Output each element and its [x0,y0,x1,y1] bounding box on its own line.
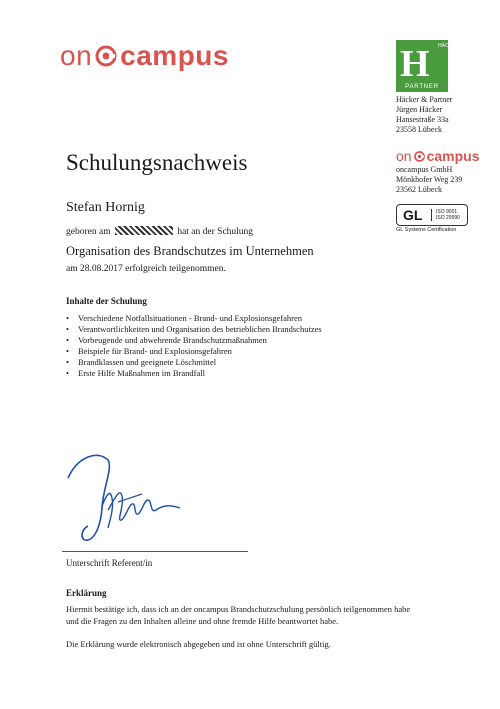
partner-address [396,95,452,135]
list-item: • Brandklassen und geeignete Löschmittel [66,357,396,368]
list-item: • Verschiedene Notfallsituationen - Brand- und Explosionsgefahren [66,313,396,324]
badge-letter: H [400,43,430,85]
company-address-line: 23562 Lübeck [396,185,442,194]
iso-29990: ISO 29990 [436,215,460,221]
contents-list [66,313,396,379]
gl-caption: GL Systems Certification [396,227,457,233]
logo-small-text-campus: campus [426,148,480,164]
oncampus-logo [60,40,229,72]
oncampus-c-icon-small [414,151,425,162]
declaration-text [66,603,466,627]
contents-heading: Inhalte der Schulung [66,296,147,306]
partner-address-line: Hansestraße 33a [396,115,449,124]
birth-prefix: geboren am [66,227,111,237]
logo-small-text-on: on [396,148,412,164]
participant-name: Stefan Hornig [66,200,145,215]
badge-bottom-text: PARTNER [405,84,439,90]
declaration-line: und die Fragen zu den Inhalten alleine und ohne fremde Hilfe beantwortet habe. [66,616,339,626]
list-item: • Beispiele für Brand- und Explosionsgefahren [66,346,396,357]
birth-line [66,226,253,237]
haecker-partner-logo [396,40,459,92]
birth-suffix: hat an der Schulung [177,227,254,237]
declaration-line: Hiermit bestätige ich, dass ich an der oncampus Brandschutzschulung persönlich teilgenommen habe [66,604,411,614]
completion-line: am 28.08.2017 erfolgreich teilgenommen. [66,264,226,274]
signature-line [62,551,248,552]
badge-side-text: HÄCKER [438,43,459,49]
signature-image [58,448,198,548]
partner-address-line: Häcker & Partner [396,95,453,104]
logo-text-campus: campus [120,40,229,71]
list-item: • Verantwortlichkeiten und Organisation des betrieblichen Brandschutzes [66,324,396,335]
gl-certification-logo [396,204,468,232]
partner-address-line: 23558 Lübeck [396,125,442,134]
partner-address-line: Jürgen Häcker [396,105,443,114]
oncampus-logo-small [396,148,480,164]
signature-caption: Unterschrift Referent/in [66,558,153,568]
company-address-line: oncampus GmbH [396,165,453,174]
list-item: • Vorbeugende und abwehrende Brandschutzmaßnahmen [66,335,396,346]
declaration-note: Die Erklärung wurde elektronisch abgegeben und ist ohne Unterschrift gültig. [66,639,331,649]
gl-mark-box [396,204,468,226]
iso-9001: ISO 9001 [436,209,458,215]
list-item: • Erste Hilfe Maßnahmen im Brandfall [66,368,396,379]
gl-iso-list [431,209,460,221]
company-address-line: Mönkhofer Weg 239 [396,175,463,184]
page-title: Schulungsnachweis [66,150,248,175]
declaration-heading: Erklärung [66,588,107,598]
logo-text-on: on [60,40,93,71]
redacted-birthdate [115,226,173,235]
gl-mark: GL [403,207,423,223]
oncampus-c-icon [95,45,117,67]
company-address [396,165,462,195]
course-name: Organisation des Brandschutzes im Unternehmen [66,244,314,258]
